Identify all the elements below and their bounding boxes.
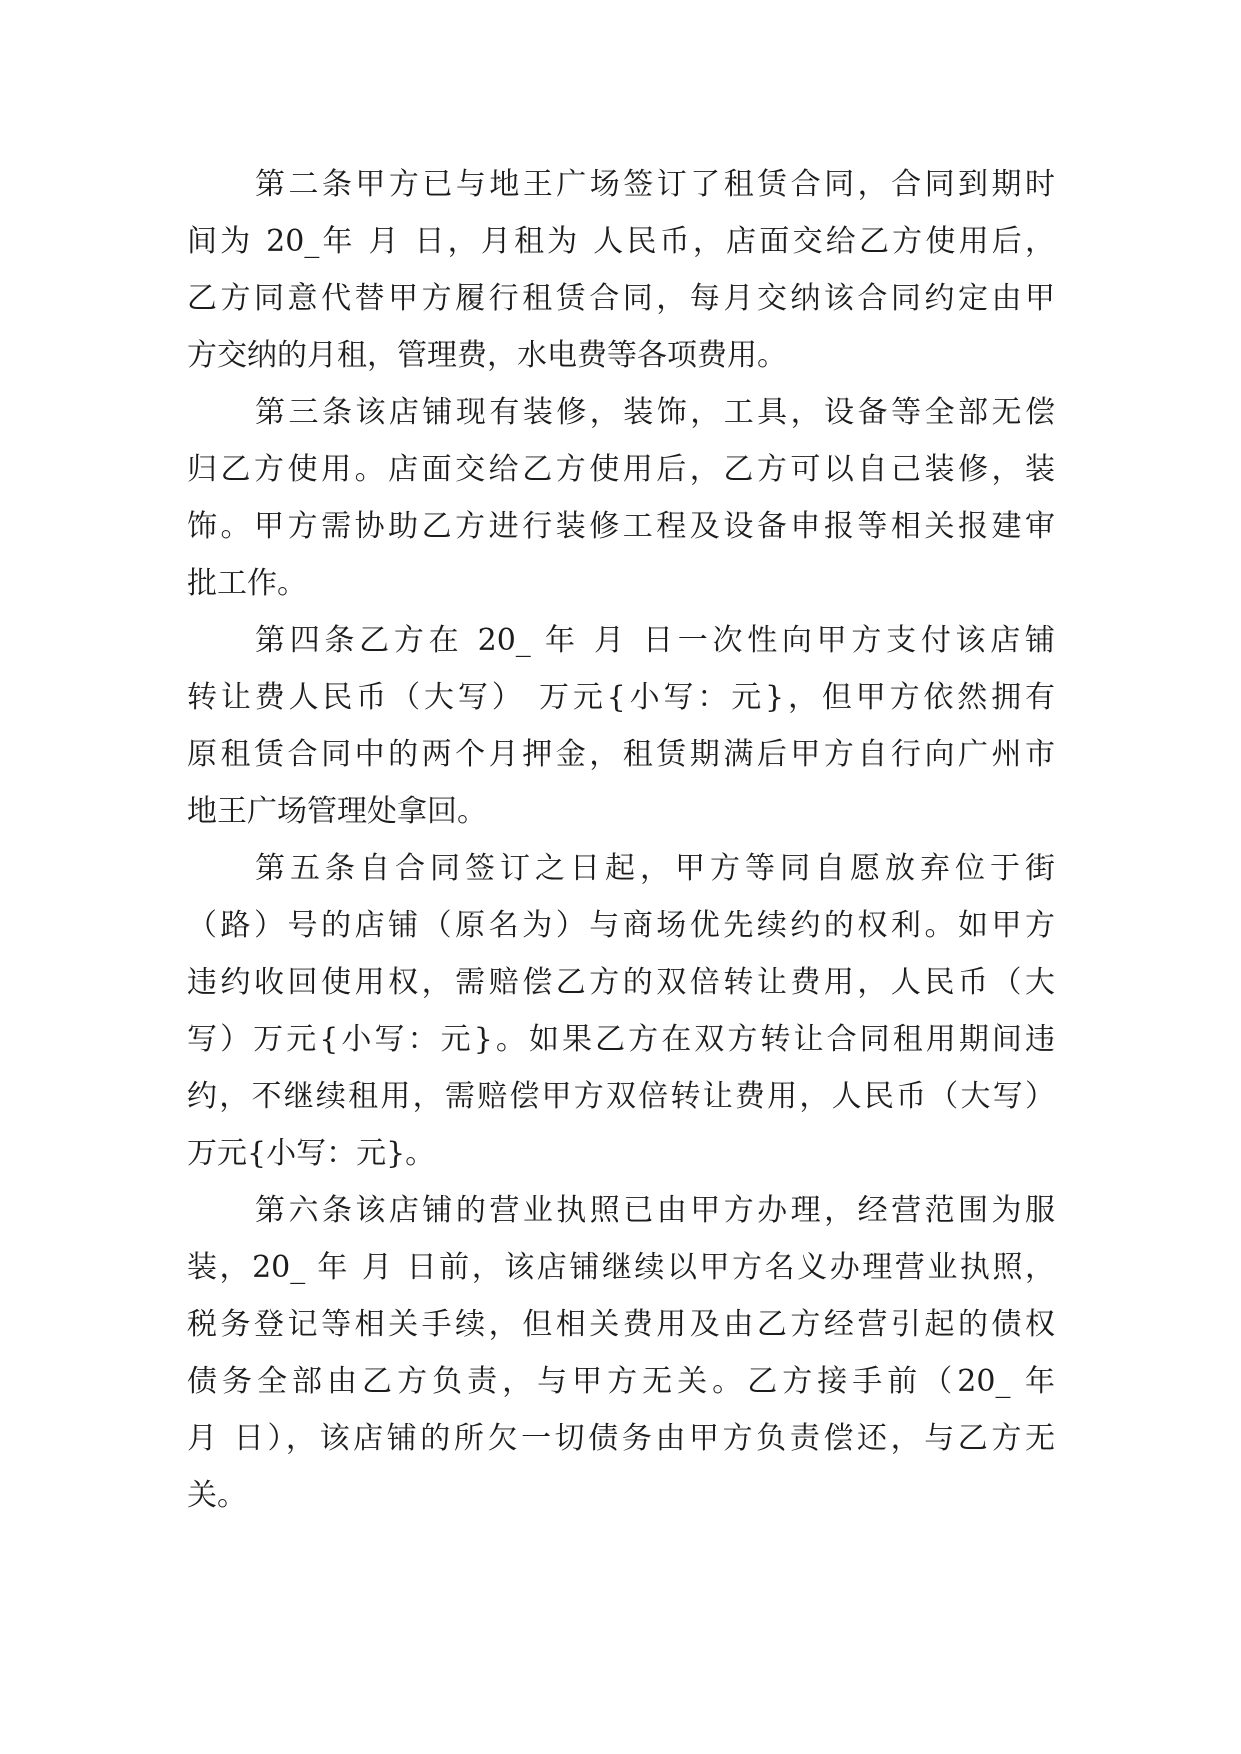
text-line: 违约收回使用权，需赔偿乙方的双倍转让费用，人民币（大 — [187, 965, 1055, 1000]
text-line: 月 日），该店铺的所欠一切债务由甲方负责偿还，与乙方无 — [187, 1421, 1055, 1456]
text-line: 装，20_ 年 月 日前，该店铺继续以甲方名义办理营业执照， — [187, 1250, 1055, 1285]
text-line: 债务全部由乙方负责，与甲方无关。乙方接手前（20_ 年 — [187, 1364, 1055, 1399]
text-line: 间为 20_年 月 日，月租为 人民币，店面交给乙方使用后， — [187, 224, 1055, 259]
text-line: 饰。甲方需协助乙方进行装修工程及设备申报等相关报建审 — [187, 509, 1055, 544]
text-line: 第六条该店铺的营业执照已由甲方办理，经营范围为服 — [255, 1193, 1055, 1228]
text-line: 写）万元{小写：元}。如果乙方在双方转让合同租用期间违 — [187, 1022, 1055, 1057]
text-line: 地王广场管理处拿回。 — [187, 794, 487, 829]
text-line: 税务登记等相关手续，但相关费用及由乙方经营引起的债权 — [187, 1307, 1055, 1342]
text-line: （路）号的店铺（原名为）与商场优先续约的权利。如甲方 — [187, 908, 1055, 943]
paragraph-article-6 — [187, 1182, 1055, 1524]
paragraph-article-2 — [187, 156, 1055, 384]
text-line: 约，不继续租用，需赔偿甲方双倍转让费用，人民币（大写） — [187, 1079, 1055, 1114]
text-line: 第三条该店铺现有装修，装饰，工具，设备等全部无偿 — [255, 395, 1055, 430]
document-body — [187, 156, 1055, 1524]
text-line: 关。 — [187, 1478, 247, 1513]
text-line: 第五条自合同签订之日起，甲方等同自愿放弃位于街 — [255, 851, 1055, 886]
text-line: 批工作。 — [187, 566, 307, 601]
text-line: 第二条甲方已与地王广场签订了租赁合同，合同到期时 — [255, 167, 1055, 202]
text-line: 第四条乙方在 20_ 年 月 日一次性向甲方支付该店铺 — [255, 623, 1055, 658]
text-line: 原租赁合同中的两个月押金，租赁期满后甲方自行向广州市 — [187, 737, 1055, 772]
text-line: 万元{小写：元}。 — [187, 1136, 436, 1171]
paragraph-article-4 — [187, 612, 1055, 840]
paragraph-article-3 — [187, 384, 1055, 612]
text-line: 归乙方使用。店面交给乙方使用后，乙方可以自己装修，装 — [187, 452, 1055, 487]
text-line: 转让费人民币（大写） 万元{小写：元}，但甲方依然拥有 — [187, 680, 1055, 715]
text-line: 方交纳的月租，管理费，水电费等各项费用。 — [187, 338, 787, 373]
paragraph-article-5 — [187, 840, 1055, 1182]
text-line: 乙方同意代替甲方履行租赁合同，每月交纳该合同约定由甲 — [187, 281, 1055, 316]
